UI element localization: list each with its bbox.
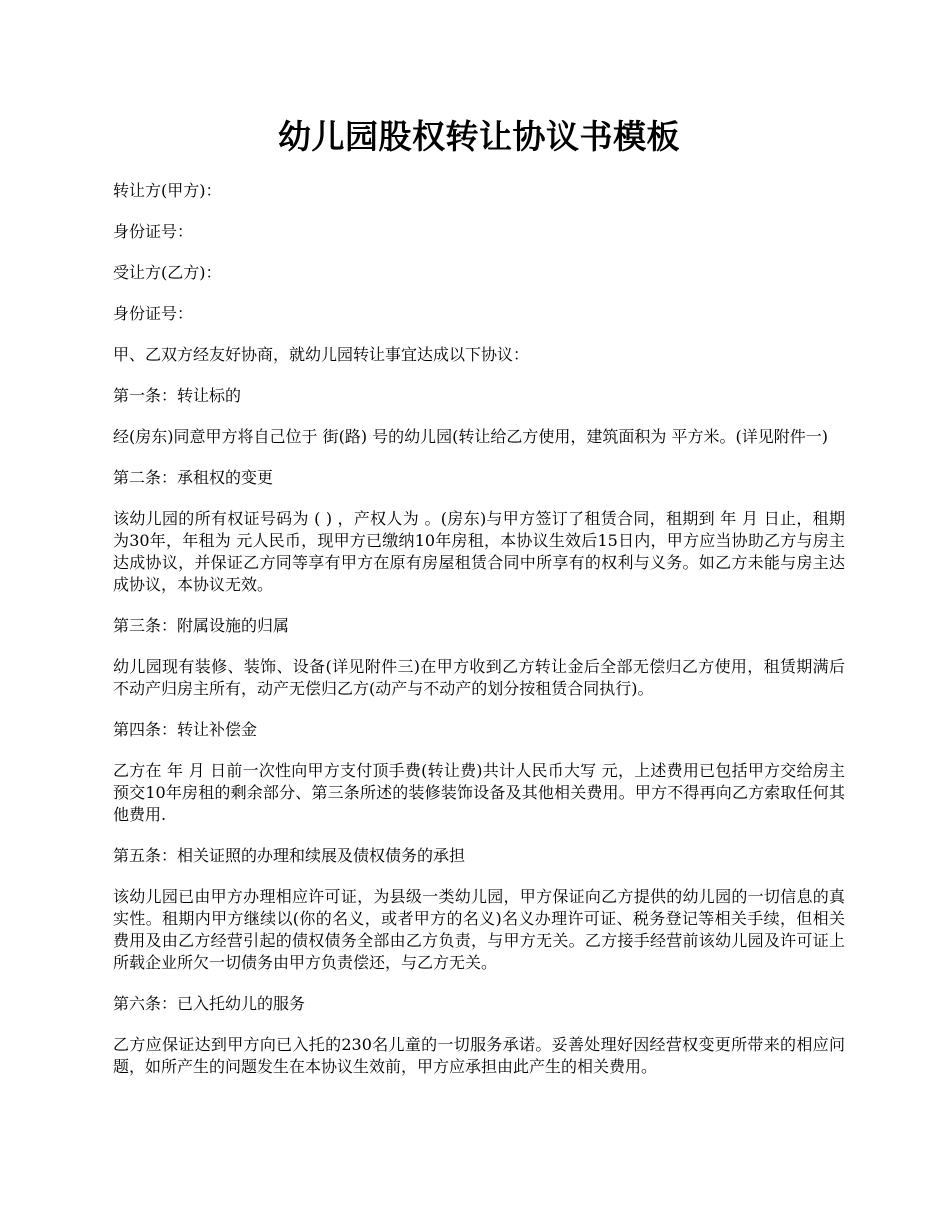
article-6-heading: 第六条：已入托幼儿的服务 (113, 994, 306, 1013)
transferor-party-line: 转让方(甲方)： (113, 181, 222, 200)
transferee-id-line: 身份证号： (113, 304, 194, 323)
article-5-text: 该幼儿园已由甲方办理相应许可证，为县级一类幼儿园，甲方保证向乙方提供的幼儿园的一切信息的真实性。租期内甲方继续以(你的名义，或者甲方的名义)名义办理许可证、税务登记等相关手续，但相关费用及由乙方经营引起的债权债务全部由乙方负责，与甲方无关。乙方接手经营前该幼儿园及许可证上所载企业所欠一切债务由甲方负责偿还，与乙方无关。 (113, 887, 845, 972)
article-4-text: 乙方在 年 月 日前一次性向甲方支付顶手费(转让费)共计人民币大写 元，上述费用已包括甲方交给房主预交10年房租的剩余部分、第三条所述的装修装饰设备及其他相关费用。甲方不得再向乙方索取任何其他费用. (113, 761, 845, 824)
document-body (113, 180, 845, 1097)
article-1-heading: 第一条：转让标的 (113, 386, 242, 405)
article-3-text: 幼儿园现有装修、装饰、设备(详见附件三)在甲方收到乙方转让金后全部无偿归乙方使用，租赁期满后不动产归房主所有，动产无偿归乙方(动产与不动产的划分按租赁合同执行)。 (113, 657, 845, 698)
article-2-heading: 第二条：承租权的变更 (113, 468, 274, 487)
agreement-preamble: 甲、乙双方经友好协商，就幼儿园转让事宜达成以下协议： (113, 345, 530, 364)
transferor-id-line: 身份证号： (113, 222, 194, 241)
article-2-text: 该幼儿园的所有权证号码为 ( ) ，产权人为 。(房东)与甲方签订了租赁合同，租期到 年 月 日止，租期为30年，年租为 元人民币，现甲方已缴纳10年房租，本协议生效后15日内，甲方应当协助乙方与房主达成协议，并保证乙方同等享有甲方在原有房屋租赁合同中所享有的权利与义务。如乙方未能与房主达成协议，本协议无效。 (113, 509, 845, 594)
article-5-heading: 第五条：相关证照的办理和续展及债权债务的承担 (113, 846, 466, 865)
article-1-text: 经(房东)同意甲方将自己位于 街(路) 号的幼儿园(转让给乙方使用，建筑面积为 平方米。(详见附件一) (113, 427, 828, 446)
transferee-party-line: 受让方(乙方)： (113, 263, 222, 282)
article-3-heading: 第三条：附属设施的归属 (113, 616, 290, 635)
article-6-text: 乙方应保证达到甲方向已入托的230名儿童的一切服务承诺。妥善处理好因经营权变更所带来的相应问题，如所产生的问题发生在本协议生效前，甲方应承担由此产生的相关费用。 (113, 1035, 845, 1076)
article-4-heading: 第四条：转让补偿金 (113, 720, 258, 739)
document-title: 幼儿园股权转让协议书模板 (278, 117, 680, 156)
